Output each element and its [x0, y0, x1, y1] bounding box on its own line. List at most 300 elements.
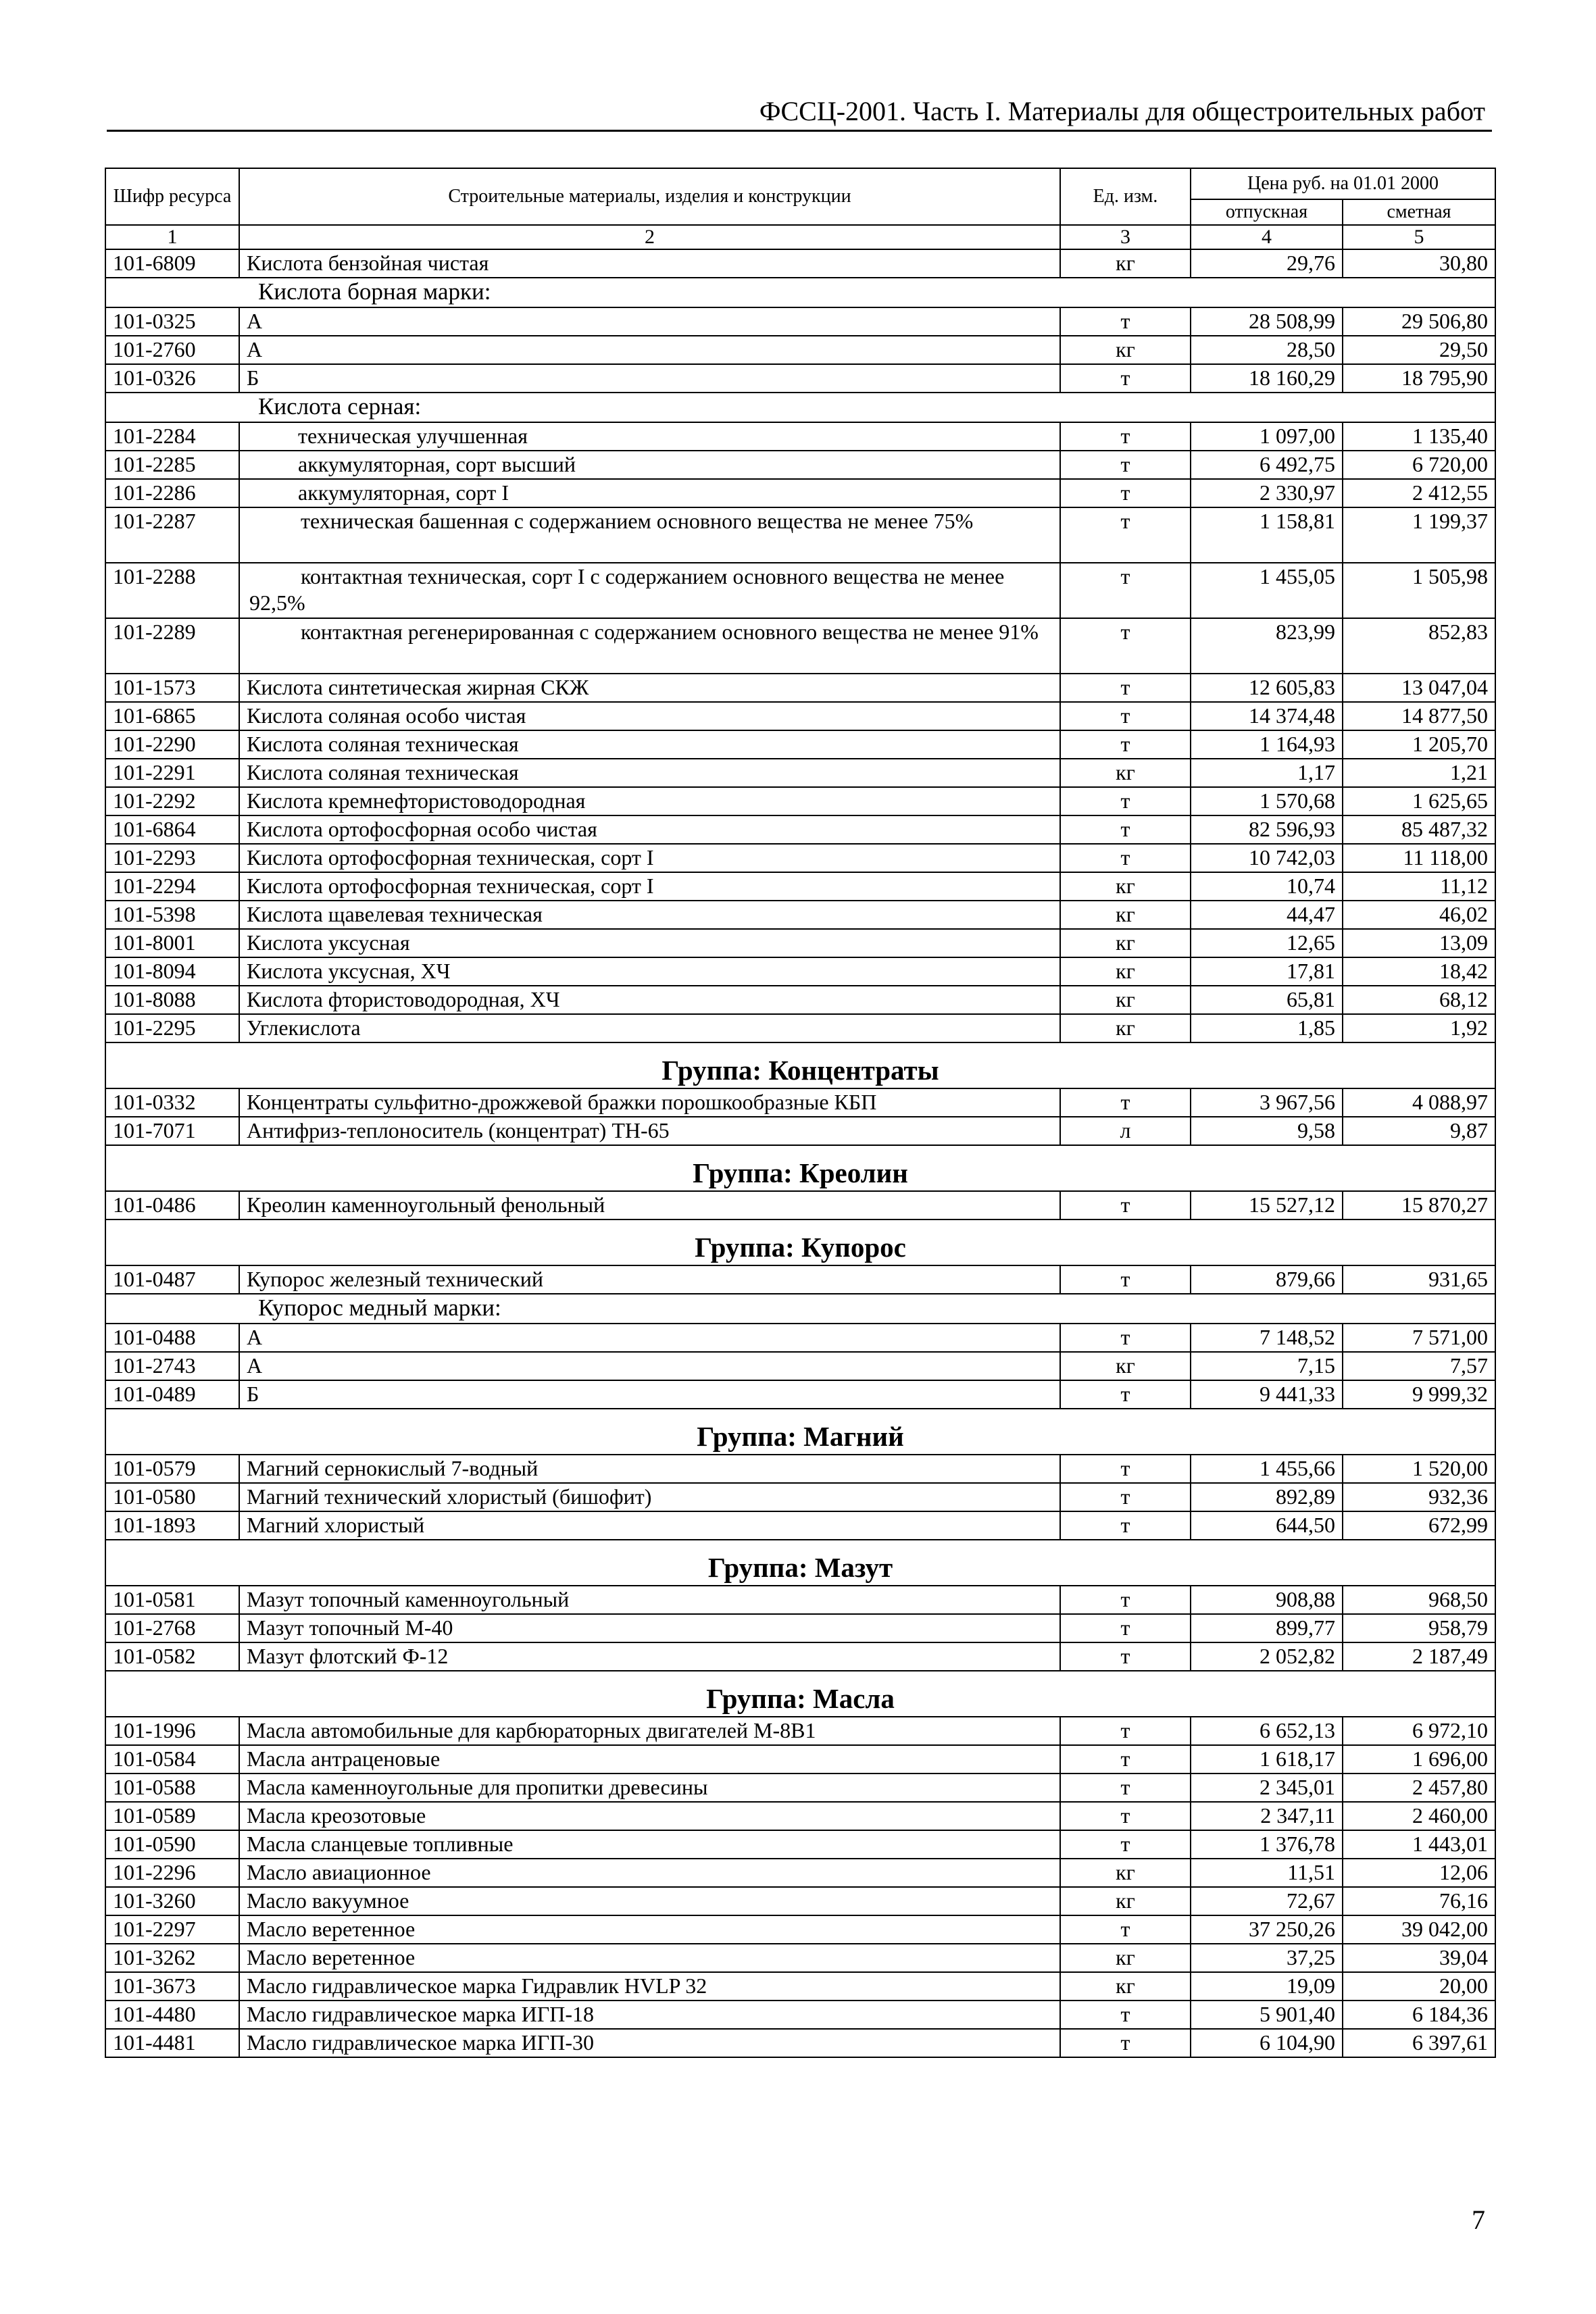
- table-row: [105, 730, 1495, 759]
- wholesale-price-cell: 2 052,82: [1191, 1642, 1343, 1671]
- estimate-price-cell: 6 972,10: [1343, 1717, 1495, 1745]
- estimate-price-cell: 12,06: [1343, 1859, 1495, 1887]
- resource-code-cell: 101-2284: [105, 422, 239, 451]
- wholesale-price-cell: 72,67: [1191, 1887, 1343, 1915]
- group-heading: Группа: Креолин: [105, 1145, 1495, 1191]
- table-row: [105, 674, 1495, 702]
- material-name-cell: Масла креозотовые: [239, 1802, 1060, 1830]
- group-heading-row: [105, 1540, 1495, 1586]
- wholesale-price-cell: 1 455,05: [1191, 563, 1343, 618]
- table-row: [105, 986, 1495, 1014]
- table-row: [105, 787, 1495, 815]
- estimate-price-cell: 4 088,97: [1343, 1088, 1495, 1117]
- table-row: [105, 364, 1495, 393]
- table-row: [105, 1324, 1495, 1352]
- unit-cell: кг: [1060, 1887, 1191, 1915]
- resource-code-cell: 101-4480: [105, 2001, 239, 2029]
- table-row: [105, 563, 1495, 618]
- material-name-cell: А: [239, 307, 1060, 336]
- unit-cell: т: [1060, 1586, 1191, 1614]
- unit-cell: т: [1060, 1642, 1191, 1671]
- material-name-cell: Кислота соляная техническая: [239, 730, 1060, 759]
- estimate-price-cell: 6 184,36: [1343, 2001, 1495, 2029]
- material-name-cell: аккумуляторная, сорт высший: [239, 451, 1060, 479]
- table-row: [105, 336, 1495, 364]
- estimate-price-cell: 18,42: [1343, 957, 1495, 986]
- table-row: [105, 1088, 1495, 1117]
- resource-code-cell: 101-0325: [105, 307, 239, 336]
- estimate-price-cell: 1 505,98: [1343, 563, 1495, 618]
- unit-cell: т: [1060, 1717, 1191, 1745]
- col-header-price: Цена руб. на 01.01 2000: [1191, 168, 1495, 199]
- material-name-cell: Масло авиационное: [239, 1859, 1060, 1887]
- resource-code-cell: 101-2288: [105, 563, 239, 618]
- estimate-price-cell: 13 047,04: [1343, 674, 1495, 702]
- unit-cell: т: [1060, 618, 1191, 674]
- wholesale-price-cell: 1 097,00: [1191, 422, 1343, 451]
- table-row: [105, 479, 1495, 507]
- resource-code-cell: 101-2294: [105, 872, 239, 901]
- resource-code-cell: 101-8088: [105, 986, 239, 1014]
- estimate-price-cell: 932,36: [1343, 1483, 1495, 1511]
- material-name-cell: Кислота кремнефтористоводородная: [239, 787, 1060, 815]
- unit-cell: т: [1060, 451, 1191, 479]
- subheading-row: [105, 1294, 1495, 1324]
- unit-cell: т: [1060, 1774, 1191, 1802]
- resource-code-cell: 101-8094: [105, 957, 239, 986]
- wholesale-price-cell: 1 618,17: [1191, 1745, 1343, 1774]
- table-row: [105, 702, 1495, 730]
- material-name-cell: Кислота фтористоводородная, ХЧ: [239, 986, 1060, 1014]
- wholesale-price-cell: 644,50: [1191, 1511, 1343, 1540]
- material-name-cell: Масло вакуумное: [239, 1887, 1060, 1915]
- table-row: [105, 957, 1495, 986]
- estimate-price-cell: 1 443,01: [1343, 1830, 1495, 1859]
- wholesale-price-cell: 1,85: [1191, 1014, 1343, 1042]
- unit-cell: т: [1060, 1802, 1191, 1830]
- unit-cell: кг: [1060, 901, 1191, 929]
- resource-code-cell: 101-7071: [105, 1117, 239, 1145]
- wholesale-price-cell: 2 330,97: [1191, 479, 1343, 507]
- material-name-cell: Масло веретенное: [239, 1944, 1060, 1972]
- resource-code-cell: 101-0486: [105, 1191, 239, 1219]
- material-name-cell: Креолин каменноугольный фенольный: [239, 1191, 1060, 1219]
- unit-cell: т: [1060, 2029, 1191, 2057]
- wholesale-price-cell: 9 441,33: [1191, 1380, 1343, 1409]
- material-name-cell: Масло гидравлическое марка Гидравлик HVLP 32: [239, 1972, 1060, 2001]
- table-row: [105, 872, 1495, 901]
- wholesale-price-cell: 908,88: [1191, 1586, 1343, 1614]
- material-name-cell: Кислота ортофосфорная техническая, сорт I: [239, 872, 1060, 901]
- table-row: [105, 901, 1495, 929]
- unit-cell: кг: [1060, 1944, 1191, 1972]
- material-name-cell: Кислота бензойная чистая: [239, 249, 1060, 278]
- unit-cell: кг: [1060, 336, 1191, 364]
- table-row: [105, 1380, 1495, 1409]
- estimate-price-cell: 6 720,00: [1343, 451, 1495, 479]
- table-row: [105, 1745, 1495, 1774]
- material-name-cell: Мазут топочный каменноугольный: [239, 1586, 1060, 1614]
- material-name-cell: Кислота ортофосфорная техническая, сорт I: [239, 844, 1060, 872]
- wholesale-price-cell: 17,81: [1191, 957, 1343, 986]
- material-name-cell: Масла автомобильные для карбюраторных двигателей М-8В1: [239, 1717, 1060, 1745]
- estimate-price-cell: 1 696,00: [1343, 1745, 1495, 1774]
- unit-cell: т: [1060, 1511, 1191, 1540]
- unit-cell: т: [1060, 787, 1191, 815]
- material-name-cell: Мазут флотский Ф-12: [239, 1642, 1060, 1671]
- unit-cell: т: [1060, 2001, 1191, 2029]
- running-header: [107, 93, 1492, 132]
- estimate-price-cell: 2 457,80: [1343, 1774, 1495, 1802]
- resource-code-cell: 101-0580: [105, 1483, 239, 1511]
- unit-cell: кг: [1060, 759, 1191, 787]
- resource-code-cell: 101-0589: [105, 1802, 239, 1830]
- wholesale-price-cell: 1,17: [1191, 759, 1343, 787]
- estimate-price-cell: 68,12: [1343, 986, 1495, 1014]
- material-name-cell: Углекислота: [239, 1014, 1060, 1042]
- wholesale-price-cell: 7,15: [1191, 1352, 1343, 1380]
- table-row: [105, 759, 1495, 787]
- table-row: [105, 1614, 1495, 1642]
- estimate-price-cell: 968,50: [1343, 1586, 1495, 1614]
- estimate-price-cell: 958,79: [1343, 1614, 1495, 1642]
- unit-cell: кг: [1060, 929, 1191, 957]
- material-name-cell: Кислота синтетическая жирная СКЖ: [239, 674, 1060, 702]
- estimate-price-cell: 11,12: [1343, 872, 1495, 901]
- col-number: 1: [105, 225, 239, 249]
- material-name-cell: Б: [239, 1380, 1060, 1409]
- group-heading: Группа: Мазут: [105, 1540, 1495, 1586]
- resource-code-cell: 101-1573: [105, 674, 239, 702]
- unit-cell: т: [1060, 1324, 1191, 1352]
- table-row: [105, 2001, 1495, 2029]
- resource-code-cell: 101-0582: [105, 1642, 239, 1671]
- unit-cell: т: [1060, 815, 1191, 844]
- group-heading: Группа: Купорос: [105, 1219, 1495, 1265]
- table-row: [105, 1887, 1495, 1915]
- resource-code-cell: 101-0332: [105, 1088, 239, 1117]
- price-table: [105, 168, 1496, 2058]
- unit-cell: т: [1060, 1830, 1191, 1859]
- unit-cell: т: [1060, 1483, 1191, 1511]
- group-heading-row: [105, 1219, 1495, 1265]
- material-name-cell: Масло веретенное: [239, 1915, 1060, 1944]
- unit-cell: кг: [1060, 1972, 1191, 2001]
- wholesale-price-cell: 44,47: [1191, 901, 1343, 929]
- resource-code-cell: 101-0590: [105, 1830, 239, 1859]
- unit-cell: т: [1060, 479, 1191, 507]
- resource-code-cell: 101-0489: [105, 1380, 239, 1409]
- resource-code-cell: 101-0581: [105, 1586, 239, 1614]
- subheading-row: [105, 278, 1495, 307]
- table-row: [105, 1265, 1495, 1294]
- estimate-price-cell: 85 487,32: [1343, 815, 1495, 844]
- material-name-cell: Масла каменноугольные для пропитки древесины: [239, 1774, 1060, 1802]
- material-name-cell: Б: [239, 364, 1060, 393]
- resource-code-cell: 101-2289: [105, 618, 239, 674]
- col-number: 5: [1343, 225, 1495, 249]
- material-name-cell: техническая улучшенная: [239, 422, 1060, 451]
- resource-code-cell: 101-0579: [105, 1455, 239, 1483]
- resource-code-cell: 101-0588: [105, 1774, 239, 1802]
- wholesale-price-cell: 65,81: [1191, 986, 1343, 1014]
- estimate-price-cell: 9,87: [1343, 1117, 1495, 1145]
- wholesale-price-cell: 6 104,90: [1191, 2029, 1343, 2057]
- wholesale-price-cell: 19,09: [1191, 1972, 1343, 2001]
- material-name-cell: техническая башенная с содержанием основного вещества не менее 75%: [239, 507, 1060, 563]
- material-name-cell: Купорос железный технический: [239, 1265, 1060, 1294]
- wholesale-price-cell: 6 492,75: [1191, 451, 1343, 479]
- resource-code-cell: 101-2743: [105, 1352, 239, 1380]
- estimate-price-cell: 1,92: [1343, 1014, 1495, 1042]
- estimate-price-cell: 15 870,27: [1343, 1191, 1495, 1219]
- resource-code-cell: 101-3260: [105, 1887, 239, 1915]
- unit-cell: т: [1060, 1380, 1191, 1409]
- material-name-cell: Масла антраценовые: [239, 1745, 1060, 1774]
- wholesale-price-cell: 879,66: [1191, 1265, 1343, 1294]
- estimate-price-cell: 39,04: [1343, 1944, 1495, 1972]
- table-row: [105, 1944, 1495, 1972]
- estimate-price-cell: 20,00: [1343, 1972, 1495, 2001]
- col-number: 3: [1060, 225, 1191, 249]
- material-name-cell: контактная техническая, сорт I с содержанием основного вещества не менее 92,5%: [239, 563, 1060, 618]
- page-number: 7: [1472, 2205, 1485, 2235]
- unit-cell: т: [1060, 1265, 1191, 1294]
- group-heading-row: [105, 1671, 1495, 1717]
- material-name-cell: Мазут топочный М-40: [239, 1614, 1060, 1642]
- table-row: [105, 1972, 1495, 2001]
- resource-code-cell: 101-1996: [105, 1717, 239, 1745]
- estimate-price-cell: 6 397,61: [1343, 2029, 1495, 2057]
- estimate-price-cell: 672,99: [1343, 1511, 1495, 1540]
- material-name-cell: Кислота уксусная, ХЧ: [239, 957, 1060, 986]
- table-row: [105, 815, 1495, 844]
- table-row: [105, 249, 1495, 278]
- wholesale-price-cell: 1 158,81: [1191, 507, 1343, 563]
- material-name-cell: Масло гидравлическое марка ИГП-30: [239, 2029, 1060, 2057]
- wholesale-price-cell: 15 527,12: [1191, 1191, 1343, 1219]
- group-heading-row: [105, 1042, 1495, 1088]
- table-row: [105, 1014, 1495, 1042]
- table-row: [105, 1830, 1495, 1859]
- unit-cell: т: [1060, 422, 1191, 451]
- wholesale-price-cell: 9,58: [1191, 1117, 1343, 1145]
- group-heading-row: [105, 1409, 1495, 1455]
- group-heading-row: [105, 1145, 1495, 1191]
- wholesale-price-cell: 10,74: [1191, 872, 1343, 901]
- col-number: 2: [239, 225, 1060, 249]
- estimate-price-cell: 76,16: [1343, 1887, 1495, 1915]
- material-name-cell: Кислота соляная техническая: [239, 759, 1060, 787]
- wholesale-price-cell: 823,99: [1191, 618, 1343, 674]
- subheading: Кислота борная марки:: [105, 278, 1495, 307]
- material-name-cell: Кислота соляная особо чистая: [239, 702, 1060, 730]
- table-row: [105, 1117, 1495, 1145]
- wholesale-price-cell: 1 164,93: [1191, 730, 1343, 759]
- estimate-price-cell: 11 118,00: [1343, 844, 1495, 872]
- estimate-price-cell: 931,65: [1343, 1265, 1495, 1294]
- unit-cell: т: [1060, 1614, 1191, 1642]
- table-row: [105, 844, 1495, 872]
- table-row: [105, 2029, 1495, 2057]
- table-row: [105, 507, 1495, 563]
- resource-code-cell: 101-2760: [105, 336, 239, 364]
- estimate-price-cell: 13,09: [1343, 929, 1495, 957]
- wholesale-price-cell: 82 596,93: [1191, 815, 1343, 844]
- table-row: [105, 618, 1495, 674]
- unit-cell: кг: [1060, 872, 1191, 901]
- wholesale-price-cell: 5 901,40: [1191, 2001, 1343, 2029]
- material-name-cell: Кислота щавелевая техническая: [239, 901, 1060, 929]
- estimate-price-cell: 9 999,32: [1343, 1380, 1495, 1409]
- estimate-price-cell: 39 042,00: [1343, 1915, 1495, 1944]
- wholesale-price-cell: 1 376,78: [1191, 1830, 1343, 1859]
- material-name-cell: контактная регенерированная с содержанием основного вещества не менее 91%: [239, 618, 1060, 674]
- unit-cell: кг: [1060, 1352, 1191, 1380]
- col-number: 4: [1191, 225, 1343, 249]
- unit-cell: т: [1060, 307, 1191, 336]
- table-row: [105, 1352, 1495, 1380]
- estimate-price-cell: 7 571,00: [1343, 1324, 1495, 1352]
- unit-cell: т: [1060, 563, 1191, 618]
- unit-cell: т: [1060, 1745, 1191, 1774]
- unit-cell: т: [1060, 674, 1191, 702]
- unit-cell: кг: [1060, 1014, 1191, 1042]
- resource-code-cell: 101-2290: [105, 730, 239, 759]
- estimate-price-cell: 852,83: [1343, 618, 1495, 674]
- wholesale-price-cell: 37,25: [1191, 1944, 1343, 1972]
- estimate-price-cell: 1 520,00: [1343, 1455, 1495, 1483]
- table-row: [105, 1483, 1495, 1511]
- table-row: [105, 1642, 1495, 1671]
- unit-cell: т: [1060, 702, 1191, 730]
- estimate-price-cell: 14 877,50: [1343, 702, 1495, 730]
- material-name-cell: А: [239, 336, 1060, 364]
- resource-code-cell: 101-0488: [105, 1324, 239, 1352]
- resource-code-cell: 101-2293: [105, 844, 239, 872]
- estimate-price-cell: 1 205,70: [1343, 730, 1495, 759]
- estimate-price-cell: 46,02: [1343, 901, 1495, 929]
- unit-cell: т: [1060, 1915, 1191, 1944]
- estimate-price-cell: 1 135,40: [1343, 422, 1495, 451]
- wholesale-price-cell: 12,65: [1191, 929, 1343, 957]
- resource-code-cell: 101-5398: [105, 901, 239, 929]
- table-row: [105, 451, 1495, 479]
- wholesale-price-cell: 10 742,03: [1191, 844, 1343, 872]
- unit-cell: т: [1060, 844, 1191, 872]
- table-row: [105, 1511, 1495, 1540]
- estimate-price-cell: 2 460,00: [1343, 1802, 1495, 1830]
- wholesale-price-cell: 11,51: [1191, 1859, 1343, 1887]
- resource-code-cell: 101-0326: [105, 364, 239, 393]
- resource-code-cell: 101-2296: [105, 1859, 239, 1887]
- estimate-price-cell: 7,57: [1343, 1352, 1495, 1380]
- estimate-price-cell: 29 506,80: [1343, 307, 1495, 336]
- material-name-cell: А: [239, 1352, 1060, 1380]
- table-row: [105, 1802, 1495, 1830]
- unit-cell: т: [1060, 507, 1191, 563]
- material-name-cell: Кислота уксусная: [239, 929, 1060, 957]
- resource-code-cell: 101-2287: [105, 507, 239, 563]
- unit-cell: л: [1060, 1117, 1191, 1145]
- col-header-code: Шифр ресурса: [105, 168, 239, 225]
- wholesale-price-cell: 28,50: [1191, 336, 1343, 364]
- estimate-price-cell: 29,50: [1343, 336, 1495, 364]
- table-row: [105, 1717, 1495, 1745]
- resource-code-cell: 101-1893: [105, 1511, 239, 1540]
- material-name-cell: Магний сернокислый 7-водный: [239, 1455, 1060, 1483]
- group-heading: Группа: Масла: [105, 1671, 1495, 1717]
- table-row: [105, 1774, 1495, 1802]
- table-row: [105, 307, 1495, 336]
- unit-cell: т: [1060, 730, 1191, 759]
- material-name-cell: Масла сланцевые топливные: [239, 1830, 1060, 1859]
- resource-code-cell: 101-2768: [105, 1614, 239, 1642]
- table-header: [105, 168, 1495, 249]
- unit-cell: т: [1060, 364, 1191, 393]
- resource-code-cell: 101-2292: [105, 787, 239, 815]
- wholesale-price-cell: 892,89: [1191, 1483, 1343, 1511]
- wholesale-price-cell: 1 570,68: [1191, 787, 1343, 815]
- resource-code-cell: 101-6864: [105, 815, 239, 844]
- estimate-price-cell: 1,21: [1343, 759, 1495, 787]
- wholesale-price-cell: 2 347,11: [1191, 1802, 1343, 1830]
- resource-code-cell: 101-0487: [105, 1265, 239, 1294]
- wholesale-price-cell: 14 374,48: [1191, 702, 1343, 730]
- unit-cell: кг: [1060, 957, 1191, 986]
- wholesale-price-cell: 18 160,29: [1191, 364, 1343, 393]
- resource-code-cell: 101-2297: [105, 1915, 239, 1944]
- material-name-cell: Масло гидравлическое марка ИГП-18: [239, 2001, 1060, 2029]
- table-row: [105, 1455, 1495, 1483]
- estimate-price-cell: 2 412,55: [1343, 479, 1495, 507]
- table-row: [105, 1586, 1495, 1614]
- estimate-price-cell: 30,80: [1343, 249, 1495, 278]
- group-heading: Группа: Магний: [105, 1409, 1495, 1455]
- subheading-row: [105, 393, 1495, 422]
- col-header-unit: Ед. изм.: [1060, 168, 1191, 225]
- table-row: [105, 1915, 1495, 1944]
- unit-cell: т: [1060, 1455, 1191, 1483]
- table-row: [105, 929, 1495, 957]
- wholesale-price-cell: 6 652,13: [1191, 1717, 1343, 1745]
- group-heading: Группа: Концентраты: [105, 1042, 1495, 1088]
- resource-code-cell: 101-2295: [105, 1014, 239, 1042]
- resource-code-cell: 101-3262: [105, 1944, 239, 1972]
- unit-cell: т: [1060, 1191, 1191, 1219]
- col-header-estimate: сметная: [1343, 199, 1495, 225]
- resource-code-cell: 101-4481: [105, 2029, 239, 2057]
- wholesale-price-cell: 3 967,56: [1191, 1088, 1343, 1117]
- material-name-cell: Концентраты сульфитно-дрожжевой бражки порошкообразные КБП: [239, 1088, 1060, 1117]
- wholesale-price-cell: 899,77: [1191, 1614, 1343, 1642]
- table-row: [105, 1859, 1495, 1887]
- table-row: [105, 1191, 1495, 1219]
- wholesale-price-cell: 29,76: [1191, 249, 1343, 278]
- material-name-cell: Кислота ортофосфорная особо чистая: [239, 815, 1060, 844]
- material-name-cell: аккумуляторная, сорт I: [239, 479, 1060, 507]
- resource-code-cell: 101-2286: [105, 479, 239, 507]
- document-title: ФССЦ-2001. Часть I. Материалы для общестроительных работ: [759, 96, 1485, 126]
- resource-code-cell: 101-2291: [105, 759, 239, 787]
- estimate-price-cell: 1 199,37: [1343, 507, 1495, 563]
- wholesale-price-cell: 28 508,99: [1191, 307, 1343, 336]
- resource-code-cell: 101-2285: [105, 451, 239, 479]
- col-header-wholesale: отпускная: [1191, 199, 1343, 225]
- resource-code-cell: 101-3673: [105, 1972, 239, 2001]
- estimate-price-cell: 1 625,65: [1343, 787, 1495, 815]
- unit-cell: кг: [1060, 986, 1191, 1014]
